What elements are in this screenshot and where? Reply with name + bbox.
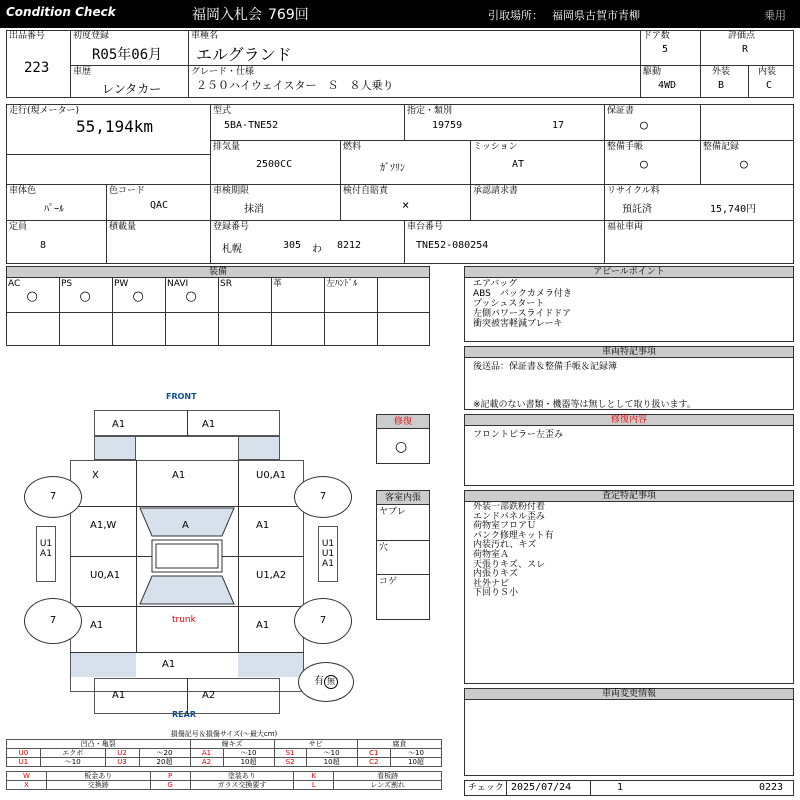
legend-desc: 塗装あり [190,772,294,781]
model-name-label: 車種名 [191,31,219,41]
change-info-title: 車両変更情報 [465,689,793,700]
cell-door-fr: A1 [256,520,270,531]
legend-desc: 10超 [223,758,274,767]
interior-value: C [766,80,773,91]
equipment-item-label: PS [61,279,73,289]
equipment-title: 装備 [7,267,429,278]
assessment-title: 査定特記事項 [465,491,793,502]
score-label: 評価点 [728,31,756,41]
assessment-lines [473,503,554,599]
legend-code: C2 [357,758,390,767]
legend-h4: 腐食 [357,740,441,749]
lot-label: 出品番号 [9,31,46,41]
cell-door-fl: A1,W [90,520,117,531]
legend-desc: 看板跡 [334,772,442,781]
check-num: 1 [617,782,624,793]
legend-table-2 [6,771,442,790]
type-label: 型式 [213,106,232,116]
cell-hood-left: X [92,470,99,481]
first-reg-label: 初度登録 [73,31,110,41]
assessment-line: エンドパネル歪み [473,511,545,522]
check-row [464,780,794,796]
legend-code: W [7,772,47,781]
equipment-item-label: 革 [273,279,283,289]
capacity-value: 8 [40,240,47,251]
change-info-box [464,688,794,776]
brand-label: Condition Check [6,5,116,19]
legend-desc: 10超 [306,758,357,767]
plate-class: 305 [283,240,302,251]
mileage-label: 走行(現メーター) [9,106,80,116]
shade-rl [71,653,136,677]
color-value: ﾊﾟｰﾙ [44,204,64,215]
pickup-label: 引取場所： [488,9,543,22]
cabin-ana: 穴 [379,543,389,553]
assessment-line: 社外ナビ [473,578,510,589]
legend-code: X [7,781,47,790]
repair-mark-box [376,414,430,464]
equipment-item-label: 左ﾊﾝﾄﾞﾙ [326,279,358,289]
grade-label: グレード・仕様 [191,67,255,77]
appeal-line: ABS バックカメラ付き [473,289,572,299]
exterior-label: 外装 [712,67,731,77]
cell-door-rr: U1,A2 [256,570,287,581]
drive-value: 4WD [658,80,677,91]
approval-label: 承認請求書 [473,186,519,196]
legend-code: U2 [105,749,139,758]
repair-label: 修復 [377,415,429,429]
legend-desc: 板金あり [46,772,150,781]
legend-h2: 線キズ [190,740,274,749]
chassis-label: 車台番号 [407,222,444,232]
legend-desc: ガラス交換要す [190,781,294,790]
legend-code: K [294,772,334,781]
assessment-line: 天張りキズ、スレ [473,559,546,570]
assessment-line: 荷物室フロアＵ [473,521,537,532]
cell-door-rl: U0,A1 [90,570,121,581]
class-value: 17 [552,120,565,131]
hood-top [136,436,238,460]
damage-legend [6,730,442,796]
welfare-label: 福祉車両 [607,222,644,232]
score-value: R [742,44,749,55]
warranty-value: ○ [640,118,648,133]
lot-value: 223 [24,60,50,76]
drive-label: 駆動 [643,67,662,77]
liability-value: × [402,198,410,212]
equipment-item-label: SR [220,279,232,289]
legend-table [6,739,442,767]
legend-title: 損傷記号＆損傷サイズ(～最大cm) [170,730,278,738]
designation-value: 19759 [432,120,463,131]
load-label: 積載量 [109,222,137,232]
door-value: 5 [662,44,669,55]
equipment-item-label: PW [114,279,129,289]
equipment-item-value: ○ [26,289,38,304]
door-label: ドア数 [643,31,670,41]
history-label: 車歴 [73,67,92,77]
legend-desc: ～10 [306,749,357,758]
legend-code: A1 [190,749,223,758]
tire-front-right: 7 [294,476,352,518]
side-left-2: A1 [40,549,52,559]
check-code: 0223 [759,782,784,793]
header-bar [0,0,800,28]
appeal-title: アピールポイント [465,267,793,278]
shade-rr [238,653,303,677]
exterior-value: B [718,80,725,91]
mission-value: AT [512,159,525,170]
trunk-label: trunk [172,615,196,625]
tire-rear-left: 7 [24,598,82,644]
warranty-label: 保証書 [607,106,635,116]
legend-desc: 20超 [139,758,190,767]
legend-code: U0 [7,749,41,758]
plate-area: 札幌 [222,244,242,255]
displacement-value: 2500CC [256,159,293,170]
rear-label: REAR [172,710,196,719]
cell-hood-mid: A1 [172,470,186,481]
legend-code: U1 [7,758,41,767]
repair-detail-box [464,414,794,486]
cell-hood-right: U0,A1 [256,470,287,481]
side-left-1: U1 [39,539,53,549]
color-code-label: 色コード [109,186,146,196]
first-reg-value: R05年06月 [92,47,163,63]
assessment-line: 内張りキズ [473,569,518,580]
auction-lot: 769回 [268,7,309,23]
legend-desc: ～20 [139,749,190,758]
assessment-line: 下回りＳ小 [473,588,519,599]
cell-rear-right: A1 [256,620,270,631]
mileage-value: 55,194km [76,117,154,136]
shade-fr [239,437,279,459]
plate-number: 8212 [337,240,362,251]
legend-code: S2 [274,758,306,767]
legend-desc: エクボ [40,749,105,758]
legend-desc: ～10 [223,749,274,758]
side-right-2: U1 [321,549,335,559]
equipment-item-value: ○ [185,289,197,304]
appeal-line: 左側パワースライドドア [473,309,572,319]
cell-top-right: A1 [202,419,216,430]
spare-mark: 無 [324,675,338,689]
cabin-label: 客室内張 [377,491,429,505]
cell-bumper-right: A2 [202,690,216,701]
tire-front-left: 7 [24,476,82,518]
legend-h3: サビ [274,740,357,749]
interior-label: 内装 [758,67,777,77]
category-label: 乗用 [764,9,786,22]
capacity-label: 定員 [9,222,28,232]
side-step-left [36,526,56,582]
recycle-status: 預託済 [622,204,652,215]
plate-label: 登録番号 [213,222,250,232]
repair-mark: ○ [395,439,408,455]
equipment-item-value: ○ [132,289,144,304]
history-value: レンタカー [102,82,162,96]
appeal-lines [473,279,572,329]
check-date: 2025/07/24 [511,782,572,793]
fuel-value: ｶﾞｿﾘﾝ [380,163,405,174]
color-code-value: QAC [150,200,169,211]
cell-bumper-left: A1 [112,690,126,701]
legend-desc: 10超 [390,758,441,767]
equipment-item-value: ○ [79,289,91,304]
side-step-right [318,526,338,582]
repair-detail-title: 修復内容 [465,415,793,426]
vehicle-notes-box [464,346,794,410]
legend-code: C1 [357,749,390,758]
liability-label: 検付自賠責 [343,186,389,196]
appeal-line: 衝突被害軽減ブレーキ [473,319,563,329]
legend-desc: 交換跡 [46,781,150,790]
mission-label: ミッション [473,142,518,152]
legend-code: S1 [274,749,306,758]
equipment-item-label: AC [8,279,21,289]
inspection-value: 抹消 [244,204,264,215]
maintenance-book-label: 整備手帳 [607,142,644,152]
legend-code: G [150,781,190,790]
equipment-item-label: NAVI [167,279,189,289]
inspection-label: 車検期限 [213,186,250,196]
legend-h1: 凹凸・亀裂 [7,740,191,749]
legend-code: P [150,772,190,781]
cell-top-left: A1 [112,419,126,430]
maintenance-record-label: 整備記録 [703,142,740,152]
grade-value: ２５０ハイウェイスター Ｓ ８人乗り [196,79,394,92]
spare-label: 有 [314,676,324,687]
maintenance-book-value: ○ [640,157,648,172]
pickup-place: 福岡県古賀市青柳 [552,9,640,22]
vehicle-notes-line1: 後送品：保証書＆整備手帳＆記録簿 [473,362,618,372]
legend-desc: レンズ割れ [334,781,442,790]
appeal-line: プッシュスタート [473,299,545,309]
color-label: 車体色 [9,186,37,196]
legend-code: A2 [190,758,223,767]
chassis-value: TNE52-080254 [416,240,489,251]
plate-kana: わ [312,244,322,255]
spare-tire [298,662,354,702]
cell-rear-left: A1 [90,620,104,631]
assessment-box [464,490,794,684]
displacement-label: 排気量 [213,142,241,152]
legend-desc: ～10 [390,749,441,758]
appeal-line: エアバッグ [473,279,518,289]
check-label: チェック [468,783,504,793]
type-value: 5BA-TNE52 [224,120,279,131]
side-right-3: A1 [322,559,334,569]
tire-rear-right: 7 [294,598,352,644]
assessment-line: 外装一部鉄粉付着 [473,502,546,512]
legend-code: U3 [105,758,139,767]
cell-roof-front: A [182,520,189,531]
repair-detail-text: フロントピラー左歪み [473,430,564,440]
vehicle-notes-title: 車両特記事項 [465,347,793,358]
appeal-box [464,266,794,342]
vehicle-notes-line2: ※記載のない書類・機器等は無しとして取り扱います。 [473,400,696,410]
fuel-label: 燃料 [343,142,362,152]
assessment-line: 内装汚れ、キズ [473,540,537,551]
cabin-box [376,490,430,620]
model-name-value: エルグランド [196,45,292,64]
legend-desc: ～10 [40,758,105,767]
auction-name: 福岡入札会 [192,7,262,23]
recycle-fee: 15,740円 [710,204,757,215]
assessment-line: パンク修理キット有 [473,530,554,541]
maintenance-record-value: ○ [740,157,748,172]
assessment-line: 荷物室Ａ [473,549,510,560]
cabin-koge: コゲ [379,577,398,587]
legend-code: L [294,781,334,790]
front-label: FRONT [166,392,197,401]
recycle-label: リサイクル料 [607,186,660,196]
side-right-1: U1 [321,539,335,549]
shade-fl [95,437,135,459]
cell-rear-mid: A1 [162,659,176,670]
cabin-yabure: ヤブレ [379,507,406,517]
designation-label: 指定・類別 [407,106,453,116]
